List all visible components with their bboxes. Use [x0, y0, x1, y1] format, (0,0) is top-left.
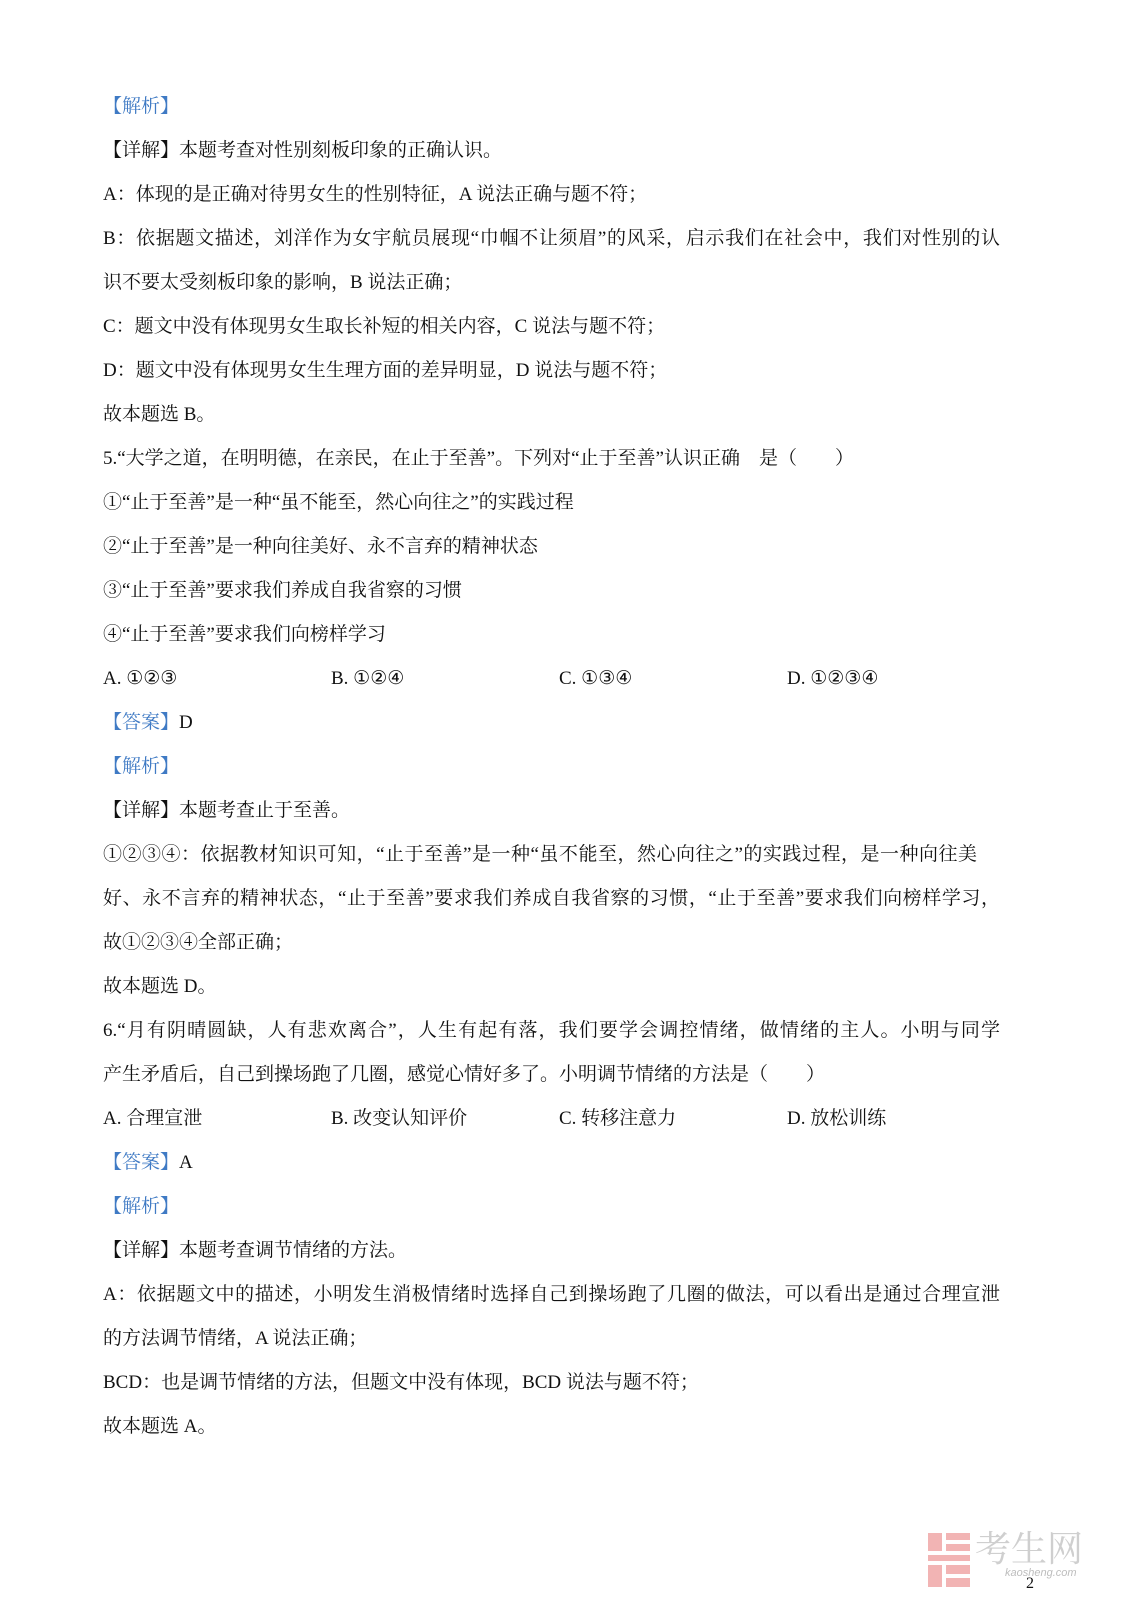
q5-analysis-label: 【解析】	[103, 756, 180, 777]
q4-detail-label: 【详解】	[103, 140, 180, 161]
q6-stem-2: 产生矛盾后，自己到操场跑了几圈，感觉心情好多了。小明调节情绪的方法是（ ）	[103, 1064, 826, 1085]
q6-options	[103, 1097, 1000, 1141]
q6-analysis-label: 【解析】	[103, 1196, 180, 1217]
q5-stem: 5.“大学之道，在明明德，在亲民，在止于至善”。下列对“止于至善”认识正确 是（ ）	[103, 448, 854, 469]
kaosheng-logo-icon	[928, 1533, 970, 1587]
q4-detail-text: 本题考查对性别刻板印象的正确认识。	[179, 140, 503, 161]
q6-stem-1: 6.“月有阴晴圆缺，人有悲欢离合”，人生有起有落，我们要学会调控情绪，做情绪的主人。小明与同学	[103, 1020, 1000, 1041]
q6-option-d: D. 放松训练	[787, 1108, 887, 1129]
q5-option-a: A. ①②③	[103, 668, 178, 689]
q6-detail-text: 本题考查调节情绪的方法。	[179, 1240, 408, 1261]
q6-explanation-1: A：依据题文中的描述，小明发生消极情绪时选择自己到操场跑了几圈的做法，可以看出是通过合理宣泄	[103, 1284, 1000, 1305]
q6-option-b: B. 改变认知评价	[331, 1108, 468, 1129]
q5-answer-value: D	[179, 712, 193, 733]
q5-statement-1: ①“止于至善”是一种“虽不能至，然心向往之”的实践过程	[103, 492, 574, 513]
q4-analysis-label: 【解析】	[103, 96, 180, 117]
q4-analysis-option-a: A：体现的是正确对待男女生的性别特征，A 说法正确与题不符；	[103, 184, 648, 205]
q5-detail-text: 本题考查止于至善。	[179, 800, 351, 821]
q4-conclusion: 故本题选 B。	[103, 404, 216, 425]
q5-option-d: D. ①②③④	[787, 668, 879, 689]
document-body	[103, 85, 1000, 1449]
q5-answer-label: 【答案】	[103, 712, 180, 733]
q5-statement-4: ④“止于至善”要求我们向榜样学习	[103, 624, 386, 645]
q4-detail	[103, 129, 1000, 173]
q4-analysis-option-c: C：题文中没有体现男女生取长补短的相关内容，C 说法与题不符；	[103, 316, 666, 337]
q5-explanation-2: 好、永不言弃的精神状态，“止于至善”要求我们养成自我省察的习惯，“止于至善”要求我们向榜样学习，	[103, 888, 1000, 909]
q6-detail	[103, 1229, 1000, 1273]
q6-detail-label: 【详解】	[103, 1240, 180, 1261]
q5-statement-3: ③“止于至善”要求我们养成自我省察的习惯	[103, 580, 462, 601]
q5-answer	[103, 701, 1000, 745]
q6-answer-label: 【答案】	[103, 1152, 180, 1173]
q6-answer	[103, 1141, 1000, 1185]
q4-analysis-option-b: B：依据题文描述，刘洋作为女宇航员展现“巾帼不让须眉”的风采，启示我们在社会中，我们对性别的认	[103, 228, 1000, 249]
q6-answer-value: A	[179, 1152, 193, 1173]
q5-options	[103, 657, 1000, 701]
q4-analysis-option-b-cont: 识不要太受刻板印象的影响，B 说法正确；	[103, 272, 463, 293]
page-number: 2	[1026, 1575, 1034, 1592]
q5-option-b: B. ①②④	[331, 668, 405, 689]
q5-option-c: C. ①③④	[559, 668, 633, 689]
q6-explanation-2: 的方法调节情绪，A 说法正确；	[103, 1328, 368, 1349]
q5-conclusion: 故本题选 D。	[103, 976, 217, 997]
q4-analysis-option-d: D：题文中没有体现男女生生理方面的差异明显，D 说法与题不符；	[103, 360, 668, 381]
q6-option-c: C. 转移注意力	[559, 1108, 677, 1129]
watermark-domain: kaosheng.com	[1005, 1567, 1077, 1579]
q5-statement-2: ②“止于至善”是一种向往美好、永不言弃的精神状态	[103, 536, 538, 557]
watermark-text: 考生网	[975, 1529, 1084, 1570]
q6-option-a: A. 合理宣泄	[103, 1108, 203, 1129]
q5-explanation-3: 故①②③④全部正确；	[103, 932, 294, 953]
q5-detail-label: 【详解】	[103, 800, 180, 821]
q5-detail	[103, 789, 1000, 833]
q6-explanation-3: BCD：也是调节情绪的方法，但题文中没有体现，BCD 说法与题不符；	[103, 1372, 699, 1393]
q6-conclusion: 故本题选 A。	[103, 1416, 217, 1437]
q5-explanation-1: ①②③④：依据教材知识可知，“止于至善”是一种“虽不能至，然心向往之”的实践过程，是一种向往美	[103, 844, 977, 865]
